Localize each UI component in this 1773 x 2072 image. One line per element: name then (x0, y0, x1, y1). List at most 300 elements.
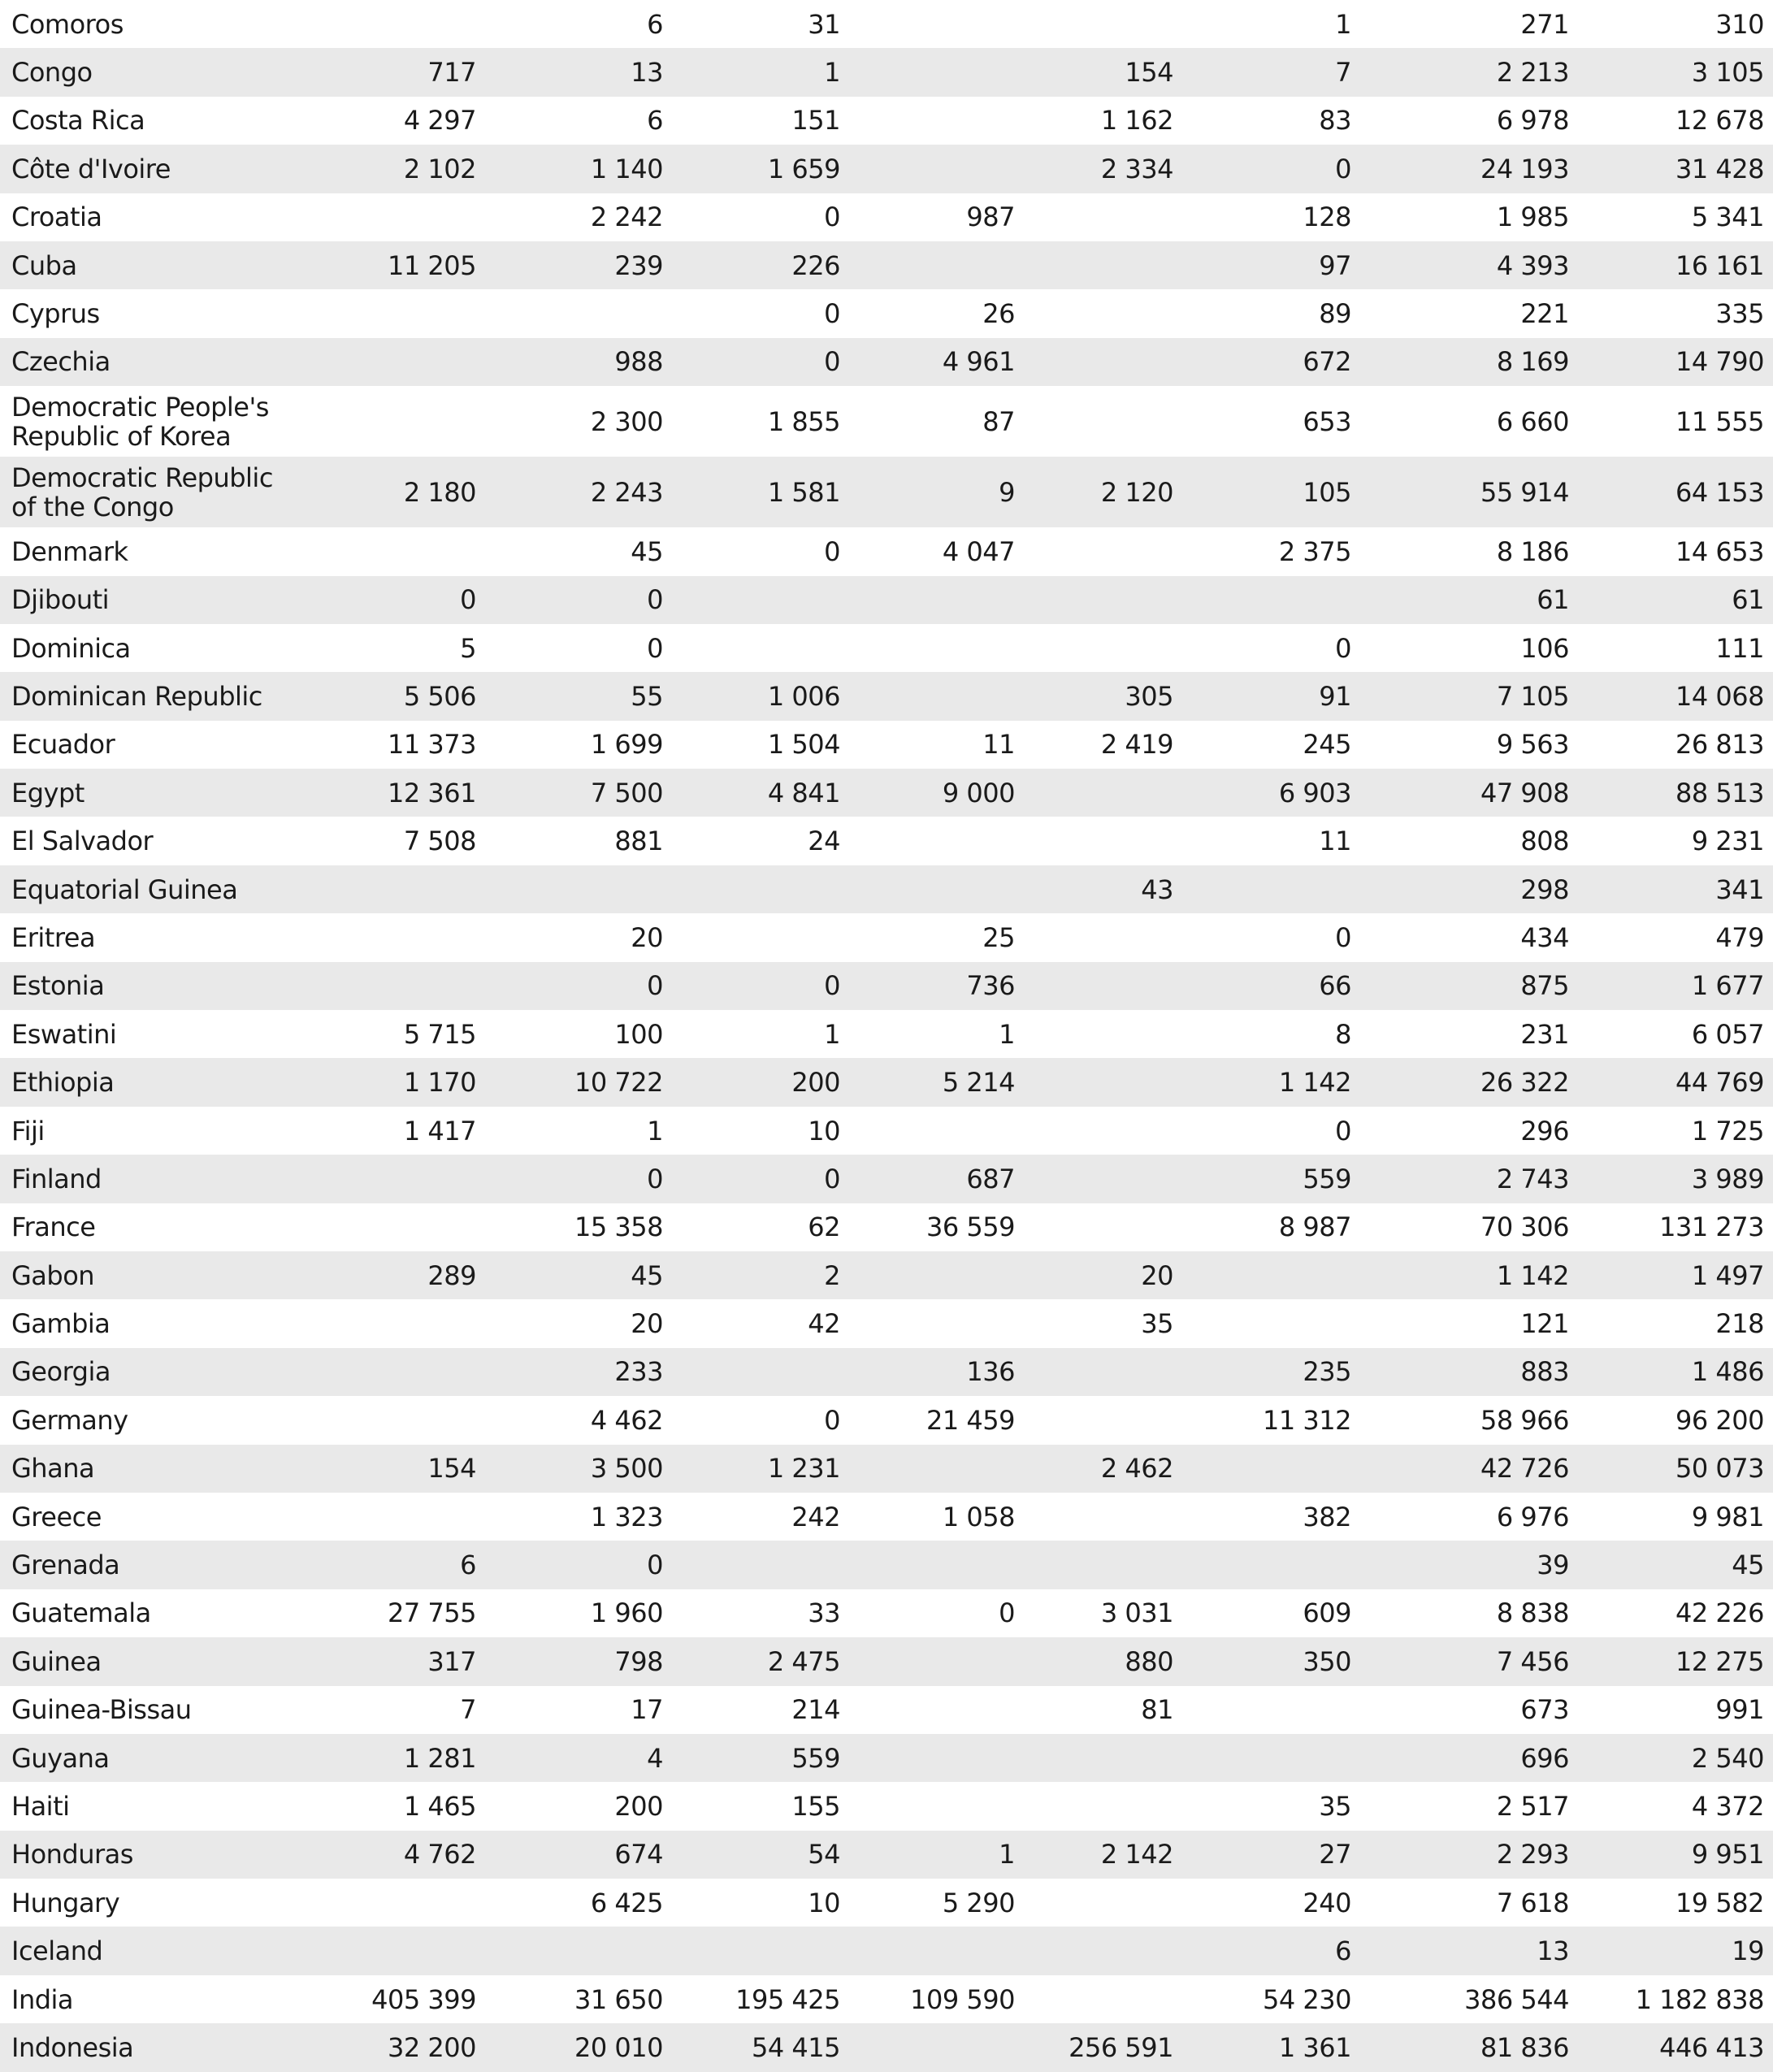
country-name: Guinea-Bissau (11, 1694, 192, 1726)
country-name: Grenada (11, 1550, 120, 1581)
country-name: Haiti (11, 1790, 70, 1822)
value-cell: 100 (614, 1018, 663, 1050)
country-name: Fiji (11, 1115, 45, 1147)
value-cell: 35 (1141, 1308, 1173, 1340)
table-row (0, 576, 1773, 624)
value-cell: 559 (791, 1742, 840, 1774)
value-cell: 6 (647, 105, 663, 137)
value-cell: 6 903 (1278, 777, 1351, 808)
value-cell: 0 (824, 1163, 840, 1194)
value-cell: 1 231 (767, 1453, 840, 1485)
value-cell: 15 358 (574, 1212, 663, 1243)
table-row (0, 48, 1773, 96)
value-cell: 653 (1303, 405, 1351, 437)
table-row (0, 1493, 1773, 1541)
value-cell: 8 169 (1496, 346, 1569, 378)
value-cell: 5 715 (403, 1018, 476, 1050)
value-cell: 0 (824, 298, 840, 330)
table-row (0, 1927, 1773, 1974)
value-cell: 0 (647, 632, 663, 664)
value-cell: 1 (824, 1018, 840, 1050)
value-cell: 2 242 (590, 202, 663, 233)
table-row (0, 1155, 1773, 1203)
value-cell: 0 (647, 1550, 663, 1581)
value-cell: 405 399 (371, 1983, 476, 2015)
value-cell: 7 (460, 1694, 476, 1726)
value-cell: 43 (1141, 873, 1173, 905)
country-name: Iceland (11, 1935, 103, 1967)
value-cell: 4 047 (942, 535, 1015, 567)
table-row (0, 457, 1773, 527)
value-cell: 271 (1520, 8, 1569, 40)
table-row (0, 145, 1773, 193)
table-row (0, 769, 1773, 817)
table-row (0, 1348, 1773, 1396)
country-name: Eritrea (11, 921, 96, 953)
value-cell: 8 838 (1496, 1597, 1569, 1629)
country-name: Cuba (11, 249, 77, 281)
value-cell: 33 (808, 1597, 840, 1629)
table-row (0, 1637, 1773, 1685)
table-row (0, 1010, 1773, 1058)
value-cell: 91 (1319, 680, 1351, 712)
value-cell: 83 (1319, 105, 1351, 137)
value-cell: 154 (427, 1453, 476, 1485)
value-cell: 13 (1537, 1935, 1569, 1967)
value-cell: 136 (966, 1356, 1015, 1388)
value-cell: 1 323 (590, 1501, 663, 1532)
table-row (0, 1107, 1773, 1155)
value-cell: 6 (647, 8, 663, 40)
total-cell: 9 981 (1691, 1501, 1764, 1532)
value-cell: 880 (1125, 1645, 1173, 1677)
value-cell: 4 393 (1496, 249, 1569, 281)
value-cell: 231 (1520, 1018, 1569, 1050)
value-cell: 559 (1303, 1163, 1351, 1194)
total-cell: 310 (1715, 8, 1764, 40)
total-cell: 42 226 (1675, 1597, 1764, 1629)
value-cell: 6 978 (1496, 105, 1569, 137)
value-cell: 988 (614, 346, 663, 378)
total-cell: 50 073 (1675, 1453, 1764, 1485)
value-cell: 2 300 (590, 405, 663, 437)
country-name: Gambia (11, 1308, 111, 1340)
value-cell: 62 (808, 1212, 840, 1243)
value-cell: 4 462 (590, 1404, 663, 1436)
value-cell: 1 058 (942, 1501, 1015, 1532)
value-cell: 2 462 (1100, 1453, 1173, 1485)
value-cell: 798 (614, 1645, 663, 1677)
value-cell: 121 (1520, 1308, 1569, 1340)
total-cell: 446 413 (1659, 2031, 1764, 2063)
value-cell: 2 419 (1100, 729, 1173, 761)
value-cell: 0 (647, 970, 663, 1002)
table-row (0, 2023, 1773, 2071)
value-cell: 2 293 (1496, 1839, 1569, 1870)
value-cell: 1 855 (767, 405, 840, 437)
table-row (0, 865, 1773, 913)
country-name: Denmark (11, 535, 128, 567)
total-cell: 1 497 (1691, 1259, 1764, 1291)
value-cell: 2 120 (1100, 476, 1173, 508)
value-cell: 105 (1303, 476, 1351, 508)
country-name: Indonesia (11, 2031, 134, 2063)
value-cell: 87 (982, 405, 1015, 437)
value-cell: 382 (1303, 1501, 1351, 1532)
value-cell: 317 (427, 1645, 476, 1677)
value-cell: 42 (808, 1308, 840, 1340)
table-row (0, 913, 1773, 961)
table-row (0, 1203, 1773, 1251)
table-row (0, 338, 1773, 386)
value-cell: 1 699 (590, 729, 663, 761)
country-name: Estonia (11, 970, 105, 1002)
country-name: Guyana (11, 1742, 110, 1774)
value-cell: 4 (647, 1742, 663, 1774)
country-name: Democratic Republic of the Congo (11, 462, 273, 522)
value-cell: 5 (460, 632, 476, 664)
value-cell: 239 (614, 249, 663, 281)
table-row (0, 527, 1773, 575)
value-cell: 673 (1520, 1694, 1569, 1726)
value-cell: 0 (824, 1404, 840, 1436)
value-cell: 1 361 (1278, 2031, 1351, 2063)
country-name: Dominican Republic (11, 680, 262, 712)
table-row (0, 721, 1773, 769)
value-cell: 672 (1303, 346, 1351, 378)
value-cell: 58 966 (1480, 1404, 1569, 1436)
total-cell: 131 273 (1659, 1212, 1764, 1243)
total-cell: 45 (1732, 1550, 1764, 1581)
value-cell: 151 (791, 105, 840, 137)
total-cell: 9 231 (1691, 826, 1764, 857)
value-cell: 1 (647, 1115, 663, 1147)
total-cell: 31 428 (1675, 153, 1764, 184)
value-cell: 11 373 (388, 729, 476, 761)
value-cell: 35 (1319, 1790, 1351, 1822)
total-cell: 5 341 (1691, 202, 1764, 233)
total-cell: 111 (1715, 632, 1764, 664)
value-cell: 6 (1335, 1935, 1351, 1967)
value-cell: 1 (1335, 8, 1351, 40)
value-cell: 20 (631, 1308, 663, 1340)
value-cell: 10 (808, 1115, 840, 1147)
table-row (0, 1445, 1773, 1493)
value-cell: 298 (1520, 873, 1569, 905)
value-cell: 736 (966, 970, 1015, 1002)
value-cell: 1 659 (767, 153, 840, 184)
total-cell: 88 513 (1675, 777, 1764, 808)
total-cell: 11 555 (1675, 405, 1764, 437)
value-cell: 0 (1335, 921, 1351, 953)
value-cell: 240 (1303, 1887, 1351, 1918)
value-cell: 6 (460, 1550, 476, 1581)
total-cell: 19 582 (1675, 1887, 1764, 1918)
table-row (0, 962, 1773, 1010)
value-cell: 21 459 (926, 1404, 1015, 1436)
table-row (0, 1686, 1773, 1734)
total-cell: 19 (1732, 1935, 1764, 1967)
value-cell: 11 (1319, 826, 1351, 857)
country-name: Finland (11, 1163, 102, 1194)
value-cell: 20 (631, 921, 663, 953)
total-cell: 991 (1715, 1694, 1764, 1726)
value-cell: 8 (1335, 1018, 1351, 1050)
total-cell: 9 951 (1691, 1839, 1764, 1870)
value-cell: 26 (982, 298, 1015, 330)
value-cell: 2 213 (1496, 57, 1569, 89)
value-cell: 8 987 (1278, 1212, 1351, 1243)
value-cell: 214 (791, 1694, 840, 1726)
value-cell: 808 (1520, 826, 1569, 857)
value-cell: 2 102 (403, 153, 476, 184)
total-cell: 341 (1715, 873, 1764, 905)
value-cell: 1 581 (767, 476, 840, 508)
value-cell: 154 (1125, 57, 1173, 89)
value-cell: 97 (1319, 249, 1351, 281)
value-cell: 3 031 (1100, 1597, 1173, 1629)
value-cell: 1 281 (403, 1742, 476, 1774)
country-name: India (11, 1983, 74, 2015)
table-row (0, 241, 1773, 289)
value-cell: 6 660 (1496, 405, 1569, 437)
country-name: Côte d'Ivoire (11, 153, 171, 184)
value-cell: 1 985 (1496, 202, 1569, 233)
value-cell: 42 726 (1480, 1453, 1569, 1485)
total-cell: 2 540 (1691, 1742, 1764, 1774)
value-cell: 2 375 (1278, 535, 1351, 567)
value-cell: 54 (808, 1839, 840, 1870)
table-row (0, 1251, 1773, 1299)
total-cell: 335 (1715, 298, 1764, 330)
value-cell: 89 (1319, 298, 1351, 330)
value-cell: 8 186 (1496, 535, 1569, 567)
value-cell: 195 425 (735, 1983, 840, 2015)
value-cell: 24 (808, 826, 840, 857)
country-name: Equatorial Guinea (11, 873, 238, 905)
value-cell: 674 (614, 1839, 663, 1870)
country-name: Ghana (11, 1453, 95, 1485)
table-row (0, 289, 1773, 337)
value-cell: 687 (966, 1163, 1015, 1194)
value-cell: 1 (999, 1839, 1015, 1870)
value-cell: 0 (824, 202, 840, 233)
value-cell: 233 (614, 1356, 663, 1388)
value-cell: 3 500 (590, 1453, 663, 1485)
country-name: Ethiopia (11, 1067, 115, 1099)
value-cell: 17 (631, 1694, 663, 1726)
value-cell: 0 (460, 584, 476, 616)
value-cell: 1 (824, 57, 840, 89)
value-cell: 2 (824, 1259, 840, 1291)
value-cell: 0 (1335, 632, 1351, 664)
value-cell: 1 006 (767, 680, 840, 712)
total-cell: 12 678 (1675, 105, 1764, 137)
value-cell: 9 000 (942, 777, 1015, 808)
value-cell: 31 (808, 8, 840, 40)
value-cell: 881 (614, 826, 663, 857)
value-cell: 0 (1335, 153, 1351, 184)
value-cell: 4 297 (403, 105, 476, 137)
value-cell: 0 (647, 584, 663, 616)
country-name: Egypt (11, 777, 85, 808)
value-cell: 12 361 (388, 777, 476, 808)
total-cell: 6 057 (1691, 1018, 1764, 1050)
value-cell: 6 425 (590, 1887, 663, 1918)
total-cell: 1 486 (1691, 1356, 1764, 1388)
table-row (0, 1396, 1773, 1444)
value-cell: 1 162 (1100, 105, 1173, 137)
country-name: Honduras (11, 1839, 133, 1870)
table-row (0, 624, 1773, 672)
value-cell: 5 214 (942, 1067, 1015, 1099)
value-cell: 7 508 (403, 826, 476, 857)
table-row (0, 386, 1773, 457)
value-cell: 386 544 (1464, 1983, 1569, 2015)
value-cell: 2 180 (403, 476, 476, 508)
value-cell: 242 (791, 1501, 840, 1532)
country-name: Eswatini (11, 1018, 117, 1050)
value-cell: 696 (1520, 1742, 1569, 1774)
total-cell: 14 790 (1675, 346, 1764, 378)
value-cell: 226 (791, 249, 840, 281)
value-cell: 1 417 (403, 1115, 476, 1147)
country-name: Croatia (11, 202, 102, 233)
value-cell: 7 618 (1496, 1887, 1569, 1918)
value-cell: 106 (1520, 632, 1569, 664)
value-cell: 1 140 (590, 153, 663, 184)
value-cell: 875 (1520, 970, 1569, 1002)
country-name: Greece (11, 1501, 102, 1532)
table-row (0, 1782, 1773, 1830)
value-cell: 2 517 (1496, 1790, 1569, 1822)
value-cell: 0 (647, 1163, 663, 1194)
value-cell: 128 (1303, 202, 1351, 233)
table-row (0, 817, 1773, 865)
value-cell: 2 743 (1496, 1163, 1569, 1194)
country-name: Germany (11, 1404, 128, 1436)
value-cell: 0 (999, 1597, 1015, 1629)
value-cell: 32 200 (388, 2031, 476, 2063)
value-cell: 10 (808, 1887, 840, 1918)
table-row (0, 0, 1773, 48)
value-cell: 289 (427, 1259, 476, 1291)
value-cell: 4 961 (942, 346, 1015, 378)
country-name: Hungary (11, 1887, 120, 1918)
country-name: Gabon (11, 1259, 95, 1291)
value-cell: 200 (614, 1790, 663, 1822)
value-cell: 7 500 (590, 777, 663, 808)
value-cell: 717 (427, 57, 476, 89)
total-cell: 479 (1715, 921, 1764, 953)
country-name: Ecuador (11, 729, 115, 761)
value-cell: 36 559 (926, 1212, 1015, 1243)
value-cell: 305 (1125, 680, 1173, 712)
table-row (0, 1299, 1773, 1347)
total-cell: 12 275 (1675, 1645, 1764, 1677)
table-row (0, 1541, 1773, 1589)
total-cell: 1 725 (1691, 1115, 1764, 1147)
value-cell: 55 (631, 680, 663, 712)
value-cell: 235 (1303, 1356, 1351, 1388)
country-name: Guinea (11, 1645, 102, 1677)
table-row (0, 1589, 1773, 1637)
value-cell: 10 722 (574, 1067, 663, 1099)
country-name: Dominica (11, 632, 131, 664)
value-cell: 54 230 (1263, 1983, 1351, 2015)
total-cell: 44 769 (1675, 1067, 1764, 1099)
value-cell: 26 322 (1480, 1067, 1569, 1099)
value-cell: 987 (966, 202, 1015, 233)
value-cell: 2 334 (1100, 153, 1173, 184)
value-cell: 0 (1335, 1115, 1351, 1147)
value-cell: 24 193 (1480, 153, 1569, 184)
total-cell: 96 200 (1675, 1404, 1764, 1436)
country-name: Costa Rica (11, 105, 145, 137)
country-name: Georgia (11, 1356, 111, 1388)
value-cell: 256 591 (1069, 2031, 1173, 2063)
value-cell: 27 755 (388, 1597, 476, 1629)
total-cell: 26 813 (1675, 729, 1764, 761)
value-cell: 4 841 (767, 777, 840, 808)
value-cell: 2 142 (1100, 1839, 1173, 1870)
value-cell: 2 243 (590, 476, 663, 508)
value-cell: 1 (999, 1018, 1015, 1050)
value-cell: 13 (631, 57, 663, 89)
value-cell: 0 (824, 970, 840, 1002)
country-name: Djibouti (11, 584, 110, 616)
value-cell: 81 836 (1480, 2031, 1569, 2063)
value-cell: 66 (1319, 970, 1351, 1002)
value-cell: 20 010 (574, 2031, 663, 2063)
value-cell: 1 465 (403, 1790, 476, 1822)
value-cell: 39 (1537, 1550, 1569, 1581)
value-cell: 1 142 (1496, 1259, 1569, 1291)
value-cell: 11 (982, 729, 1015, 761)
value-cell: 350 (1303, 1645, 1351, 1677)
total-cell: 4 372 (1691, 1790, 1764, 1822)
value-cell: 31 650 (574, 1983, 663, 2015)
value-cell: 27 (1319, 1839, 1351, 1870)
value-cell: 245 (1303, 729, 1351, 761)
value-cell: 1 170 (403, 1067, 476, 1099)
value-cell: 54 415 (752, 2031, 840, 2063)
table-row (0, 1058, 1773, 1106)
value-cell: 221 (1520, 298, 1569, 330)
value-cell: 1 142 (1278, 1067, 1351, 1099)
value-cell: 81 (1141, 1694, 1173, 1726)
value-cell: 1 504 (767, 729, 840, 761)
value-cell: 609 (1303, 1597, 1351, 1629)
value-cell: 5 290 (942, 1887, 1015, 1918)
total-cell: 61 (1732, 584, 1764, 616)
value-cell: 155 (791, 1790, 840, 1822)
country-name: Democratic People's Republic of Korea (11, 391, 269, 452)
value-cell: 61 (1537, 584, 1569, 616)
value-cell: 47 908 (1480, 777, 1569, 808)
value-cell: 1 960 (590, 1597, 663, 1629)
value-cell: 883 (1520, 1356, 1569, 1388)
country-name: El Salvador (11, 826, 154, 857)
value-cell: 45 (631, 535, 663, 567)
value-cell: 11 312 (1263, 1404, 1351, 1436)
country-name: Congo (11, 57, 93, 89)
value-cell: 7 (1335, 57, 1351, 89)
value-cell: 55 914 (1480, 476, 1569, 508)
value-cell: 9 563 (1496, 729, 1569, 761)
total-cell: 64 153 (1675, 476, 1764, 508)
total-cell: 3 989 (1691, 1163, 1764, 1194)
